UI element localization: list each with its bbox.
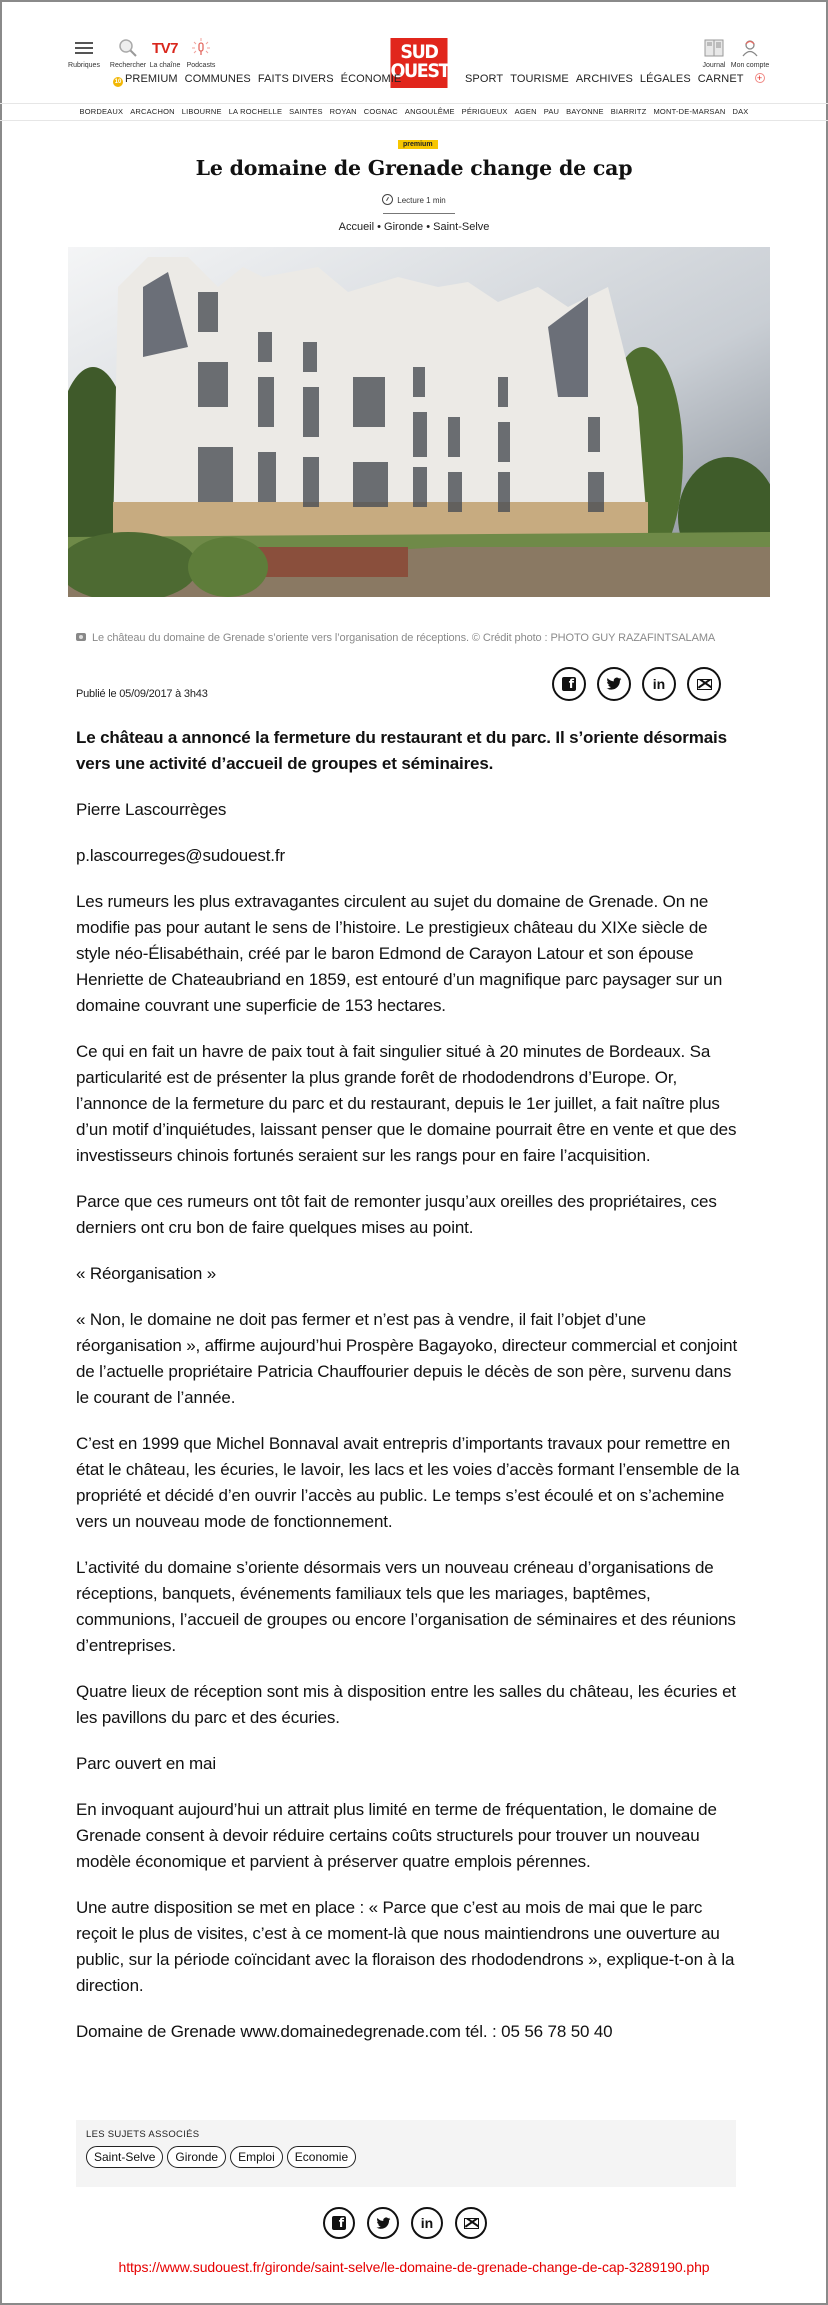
journal-label: Journal	[702, 62, 726, 69]
share-bar-top	[552, 667, 721, 701]
city-link[interactable]: COGNAC	[363, 107, 398, 116]
city-link[interactable]: LA ROCHELLE	[228, 107, 283, 116]
city-link[interactable]: PAU	[543, 107, 560, 116]
city-link[interactable]: ANGOULÊME	[404, 107, 455, 116]
account-label: Mon compte	[730, 62, 770, 69]
nav-economie[interactable]: ÉCONOMIE	[340, 73, 402, 85]
premium-icon: 10	[114, 79, 122, 85]
article-title: Le domaine de Grenade change de cap	[195, 156, 633, 180]
article-paragraph: Pierre Lascourrèges	[76, 800, 227, 819]
nav-tourisme[interactable]: TOURISME	[510, 73, 569, 85]
tv7-logo: TV7	[151, 39, 178, 57]
main-nav-right	[465, 73, 765, 85]
share-bar-bottom	[323, 2207, 487, 2239]
account-icon	[730, 36, 770, 60]
city-link[interactable]: AGEN	[514, 107, 537, 116]
article-photo	[68, 247, 770, 597]
nav-premium[interactable]	[113, 73, 178, 87]
main-nav-left	[113, 73, 401, 87]
share-linkedin-button[interactable]	[411, 2207, 443, 2239]
facebook-icon: f	[562, 677, 576, 691]
nav-archives[interactable]: ARCHIVES	[575, 73, 633, 85]
city-link[interactable]: ROYAN	[329, 107, 357, 116]
search-icon	[108, 36, 148, 60]
city-link[interactable]: DAX	[732, 107, 749, 116]
menu-button[interactable]	[66, 36, 102, 69]
topic-tag[interactable]: Gironde	[167, 2146, 226, 2168]
mail-icon	[697, 679, 712, 690]
article-paragraph: Une autre disposition se met en place : « Parce que c’est au mois de mai que le parc reçoit le plus de visites, c’est à ce moment-là que nous maintiendrons une ouverture au public, sur la période coïncidant avec la floraison des rhododendrons », explique-t-on à la direction.	[76, 1898, 735, 1995]
article-paragraph: Les rumeurs les plus extravagantes circulent au sujet du domaine de Grenade. On ne modifie pas pour autant le sens de l’histoire. Le prestigieux château du XIXe siècle de style néo-Élisabéthain, créé par le baron Edmond de Carayon Latour et son épouse Henriette de Chateaubriand en 1859, est entouré d’un magnifique parc paysager sur un domaine couvrant une superficie de 153 hectares.	[76, 892, 723, 1015]
breadcrumb[interactable]: Accueil • Gironde • Saint-Selve	[338, 221, 490, 233]
share-twitter-button[interactable]	[597, 667, 631, 701]
nav-faits-divers[interactable]: FAITS DIVERS	[257, 73, 334, 85]
podcast-icon	[184, 36, 218, 60]
twitter-icon	[376, 2217, 391, 2230]
article-paragraph: Parc ouvert en mai	[76, 1754, 216, 1773]
site-header	[0, 0, 828, 104]
city-link[interactable]: LIBOURNE	[181, 107, 222, 116]
article-paragraph: « Non, le domaine ne doit pas fermer et n’est pas à vendre, il fait l’objet d’une réorganisation », affirme aujourd’hui Prospère Bagayoko, directeur commercial et conjoint de l’actuelle propriétaire Patricia Chauffourier depuis le décès de son père, survenu dans le courant de l’année.	[76, 1310, 738, 1407]
city-link[interactable]: ARCACHON	[130, 107, 175, 116]
article-paragraph: p.lascourreges@sudouest.fr	[76, 846, 285, 865]
share-mail-button[interactable]	[687, 667, 721, 701]
topic-tag[interactable]: Emploi	[230, 2146, 283, 2168]
article-paragraph: Parce que ces rumeurs ont tôt fait de remonter jusqu’aux oreilles des propriétaires, ces derniers ont cru bon de faire quelques mises au point.	[76, 1192, 717, 1237]
nav-communes[interactable]: COMMUNES	[184, 73, 251, 85]
article-paragraph: « Réorganisation »	[76, 1264, 217, 1283]
share-facebook-button[interactable]	[323, 2207, 355, 2239]
facebook-icon: f	[332, 2216, 346, 2230]
related-topics	[76, 2120, 736, 2187]
city-link[interactable]: BIARRITZ	[610, 107, 647, 116]
share-facebook-button[interactable]	[552, 667, 586, 701]
article-paragraph: En invoquant aujourd’hui un attrait plus limité en terme de fréquentation, le domaine de Grenade consent à devoir réduire certains coûts structurels pour trouver un nouveau modèle économique et parvient à préserver quatre emplois pérennes.	[76, 1800, 717, 1871]
article-lead: Le château a annoncé la fermeture du restaurant et du parc. Il s’oriente désormais vers une activité d’accueil de groupes et séminaires.	[76, 728, 727, 773]
twitter-icon	[606, 677, 622, 691]
linkedin-icon: in	[652, 676, 666, 692]
topic-tag[interactable]: Saint-Selve	[86, 2146, 163, 2168]
tag-list	[86, 2146, 726, 2168]
city-link[interactable]: BAYONNE	[566, 107, 604, 116]
article-body	[76, 725, 746, 2065]
read-time	[0, 194, 828, 205]
divider	[383, 213, 455, 214]
related-heading: LES SUJETS ASSOCIÉS	[86, 2129, 200, 2140]
premium-badge: premium	[398, 140, 438, 149]
caption-text: Le château du domaine de Grenade s’oriente vers l’organisation de réceptions. © Crédit photo : PHOTO GUY RAZAFINTSALAMA	[92, 632, 716, 644]
clock-icon	[382, 194, 393, 205]
article-paragraph: C’est en 1999 que Michel Bonnaval avait entrepris d’importants travaux pour remettre en état le château, les écuries, le lavoir, les lacs et les voies d’accès formant l’ensemble de la propriété et décidé d’en ouvrir l’accès au public. Le temps s’est écoulé et on s’achemine vers un nouveau mode de fonctionnement.	[76, 1434, 740, 1531]
podcasts-label: Podcasts	[186, 62, 216, 69]
photo-caption	[76, 632, 715, 644]
account-button[interactable]	[730, 36, 770, 69]
nav-sport[interactable]: SPORT	[465, 73, 504, 85]
logo-line-2: OUEST	[390, 60, 450, 82]
nav-legales[interactable]: LÉGALES	[639, 73, 691, 85]
more-nav-icon[interactable]: +	[755, 73, 765, 83]
city-link[interactable]: MONT-DE-MARSAN	[653, 107, 726, 116]
search-button[interactable]	[108, 36, 148, 69]
read-time-label: Lecture 1 min	[397, 196, 446, 205]
share-twitter-button[interactable]	[367, 2207, 399, 2239]
city-link[interactable]: SAINTES	[289, 107, 323, 116]
tv7-button[interactable]	[148, 36, 182, 69]
menu-icon	[66, 36, 102, 60]
publish-date: Publié le 05/09/2017 à 3h43	[76, 688, 208, 700]
search-label: Rechercher	[109, 62, 147, 69]
share-linkedin-button[interactable]	[642, 667, 676, 701]
nav-carnet[interactable]: CARNET	[697, 73, 744, 85]
city-link[interactable]: BORDEAUX	[79, 107, 124, 116]
article-paragraph: Ce qui en fait un havre de paix tout à fait singulier situé à 20 minutes de Bordeaux. Sa particularité est de présenter la plus grande forêt de rhododendrons d’Europe. Or, l’annonce de la fermeture du parc et du restaurant, depuis le 1er juillet, a fait naître plus d’un motif d’inquiétudes, laissant penser que le domaine pourrait être en vente et que des investisseurs chinois fortunés seraient sur les rangs pour en faire l’acquisition.	[76, 1042, 737, 1165]
article-paragraph: Domaine de Grenade www.domainedegrenade.com tél. : 05 56 78 50 40	[76, 2022, 613, 2041]
nav-premium-label: PREMIUM	[125, 73, 178, 85]
article-paragraph: L’activité du domaine s’oriente désormais vers un nouveau créneau d’organisations de réceptions, banquets, événements familiaux tels que les mariages, baptêmes, communions, l’accueil de groupes ou encore l’organisation de séminaires et des réunions d’entreprises.	[76, 1558, 736, 1655]
article-url[interactable]: https://www.sudouest.fr/gironde/saint-selve/le-domaine-de-grenade-change-de-cap-3289190.php	[118, 2259, 710, 2275]
topic-tag[interactable]: Economie	[287, 2146, 356, 2168]
city-link[interactable]: PÉRIGUEUX	[461, 107, 508, 116]
article-paragraph: Quatre lieux de réception sont mis à disposition entre les salles du château, les écuries et les pavillons du parc et des écuries.	[76, 1682, 736, 1727]
mail-icon	[464, 2218, 479, 2229]
menu-label: Rubriques	[68, 62, 100, 69]
logo-line-1: SUD	[400, 41, 438, 63]
tv7-label: La chaîne	[149, 62, 181, 69]
newspaper-icon	[696, 36, 732, 60]
city-nav	[0, 103, 828, 121]
linkedin-icon: in	[420, 2215, 434, 2231]
podcasts-button[interactable]	[184, 36, 218, 69]
share-mail-button[interactable]	[455, 2207, 487, 2239]
journal-button[interactable]	[696, 36, 732, 69]
camera-icon	[76, 633, 86, 641]
